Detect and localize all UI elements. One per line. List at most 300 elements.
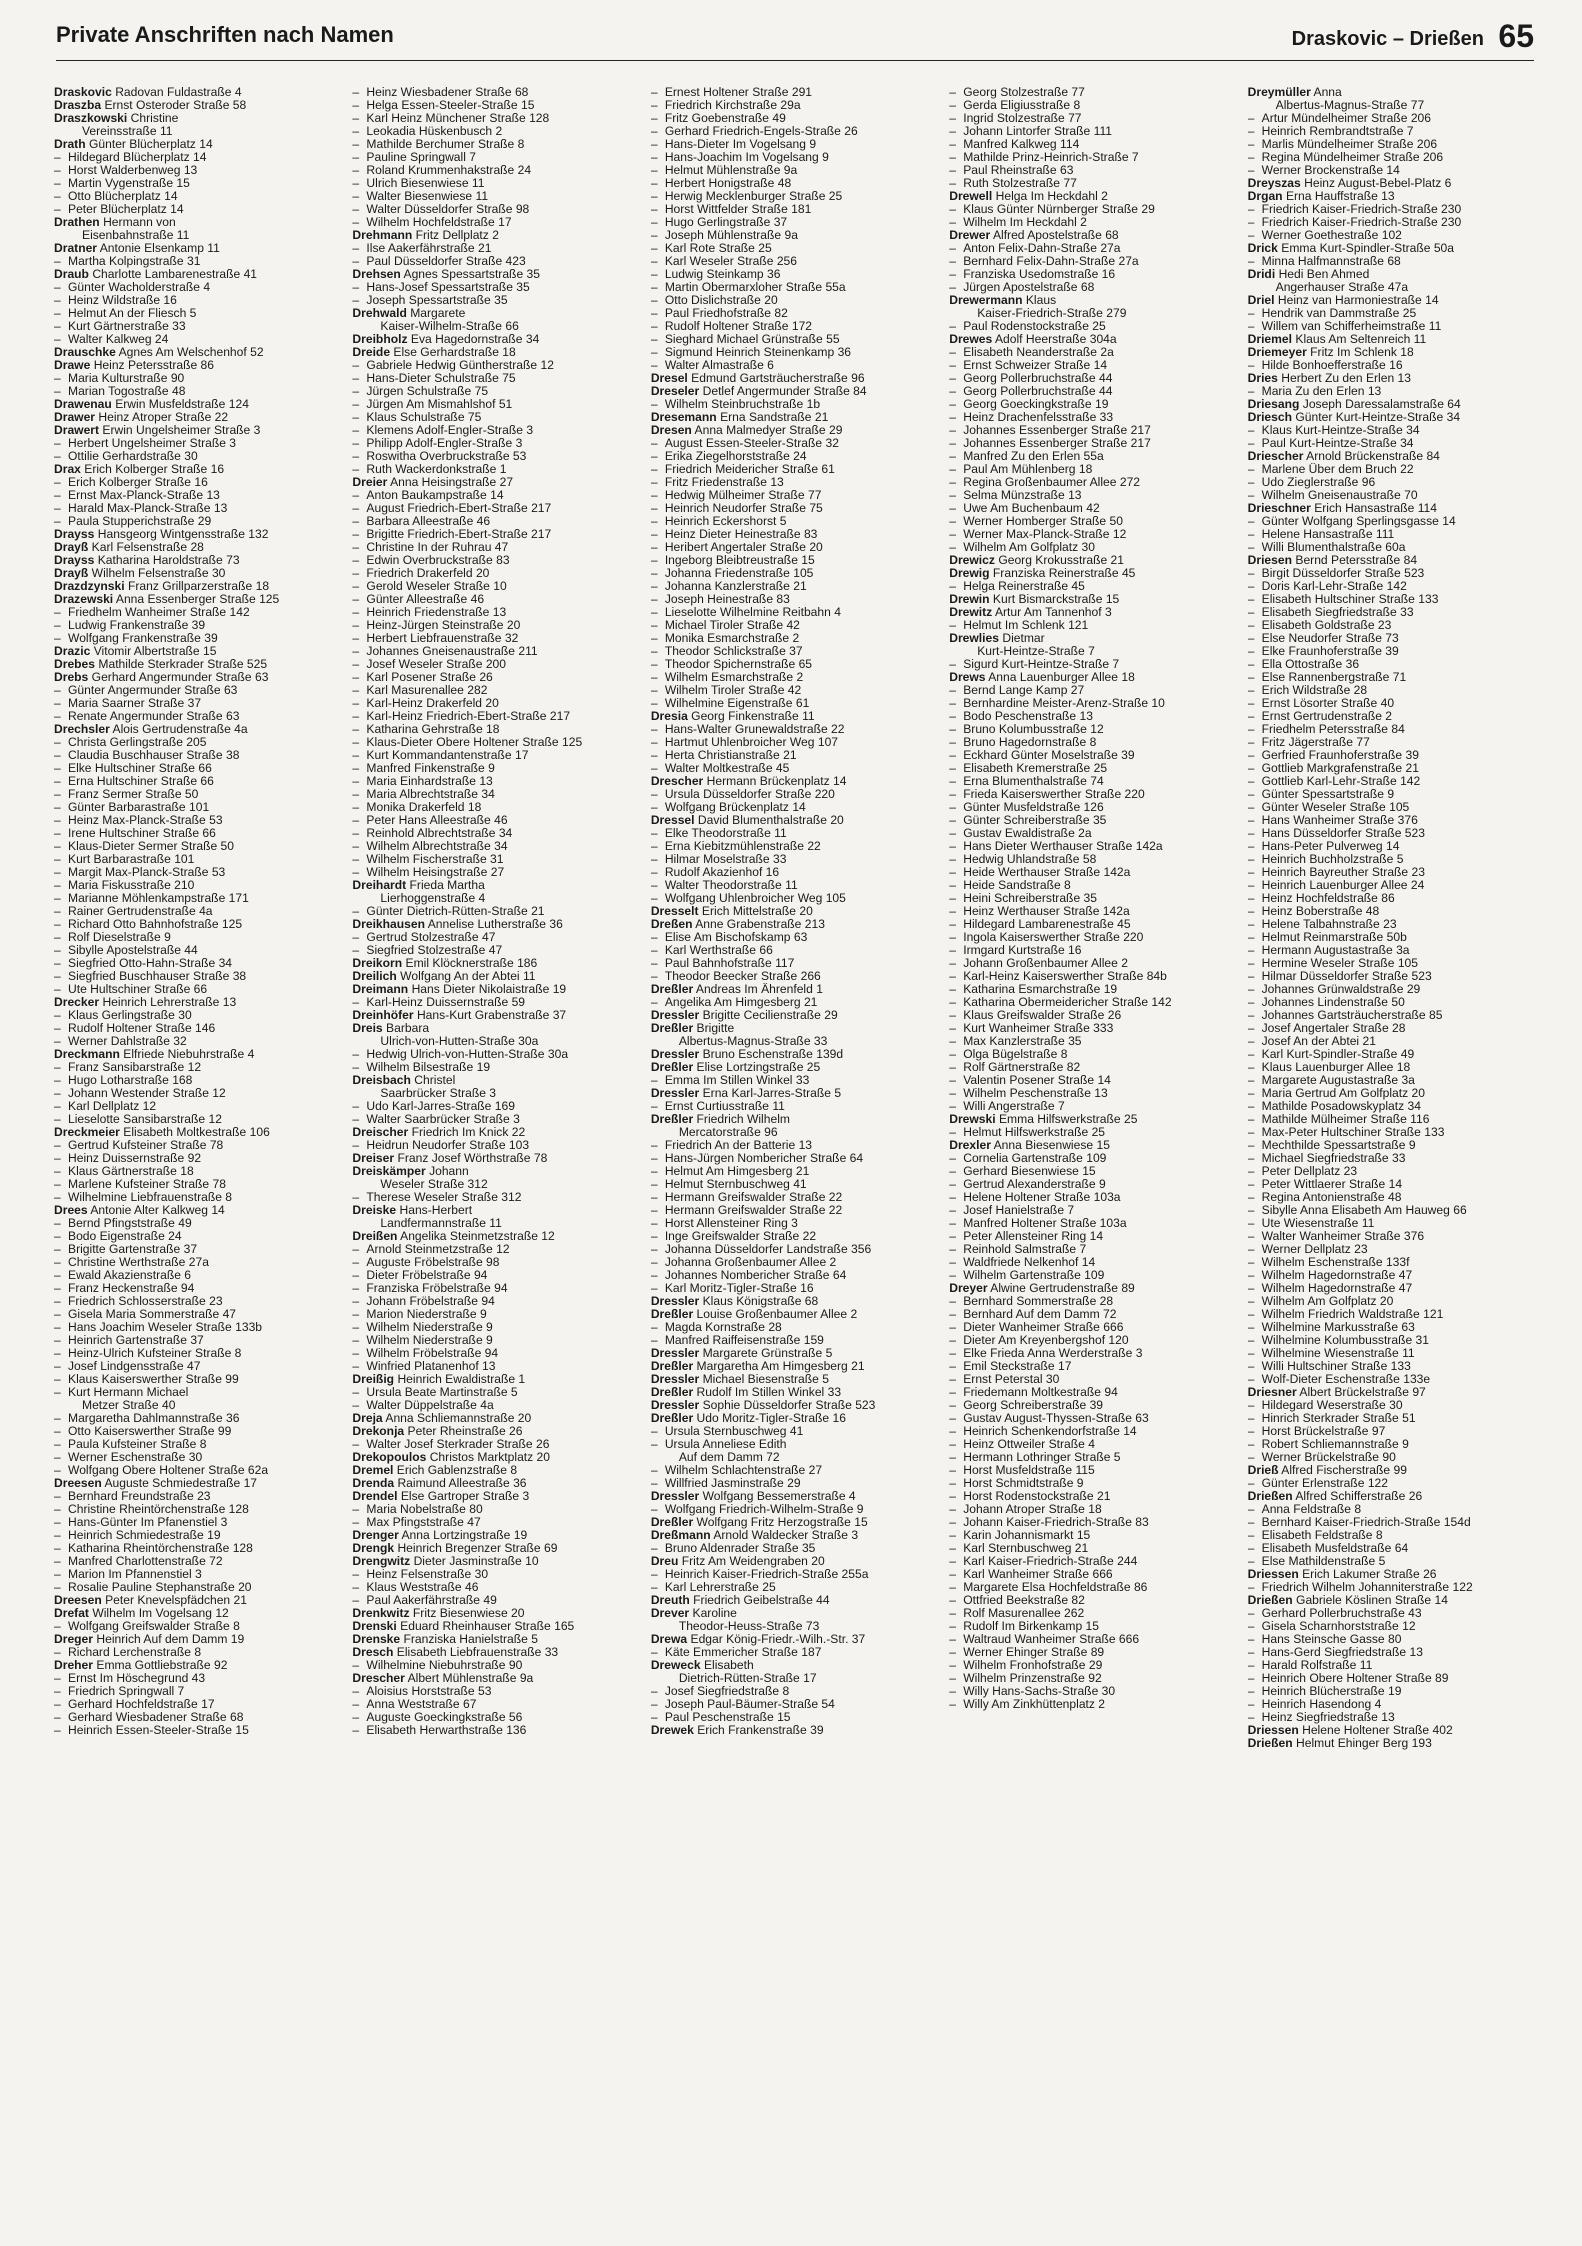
entry-text: Wilhelm Schlachtenstraße 27 (664, 1464, 823, 1477)
entry-text: Hendrik van Dammstraße 25 (1261, 307, 1417, 320)
entry-text: Emma Gottliebstraße 92 (96, 1659, 228, 1672)
listing-entry (54, 1711, 340, 1724)
surname: Dreßler (650, 1113, 694, 1126)
listing-entry (651, 853, 937, 866)
entry-text: Erich Wildstraße 28 (1261, 684, 1368, 697)
entry-text: Johanna Großenbaumer Allee 2 (664, 1256, 837, 1269)
listing-entry (1248, 307, 1534, 320)
surname-entry (54, 1633, 340, 1646)
entry-text: Anna Heisingstraße 27 (390, 476, 514, 489)
entry-text: Heinz Boberstraße 48 (1261, 905, 1380, 918)
entry-text: Gottlieb Markgrafenstraße 21 (1261, 762, 1419, 775)
listing-entry (949, 164, 1235, 177)
surname: Drendel (352, 1490, 398, 1503)
entry-text: Paul Friedhofstraße 82 (664, 307, 788, 320)
surname: Dresen (650, 424, 692, 437)
surname-entry (651, 1009, 937, 1022)
surname: Drescher (352, 1672, 405, 1685)
entry-text: Erich Frankenstraße 39 (697, 1724, 824, 1737)
entry-text: Richard Lerchenstraße 8 (68, 1646, 202, 1659)
entry-text: Günter Angermunder Straße 63 (68, 684, 238, 697)
entry-text: Karl Werthstraße 66 (664, 944, 773, 957)
surname-entry (352, 918, 638, 931)
entry-text: Horst Brückelstraße 97 (1261, 1425, 1386, 1438)
entry-text: Gerda Eligiusstraße 8 (963, 99, 1081, 112)
listing-entry (352, 1399, 638, 1412)
surname-entry (651, 710, 937, 723)
entry-continuation (54, 1399, 340, 1412)
entry-text: Herbert Honigstraße 48 (664, 177, 792, 190)
listing-entry (1248, 814, 1534, 827)
listing-entry (352, 1698, 638, 1711)
entry-text: Adolf Heerstraße 304a (994, 333, 1117, 346)
entry-text: Wolfgang An der Abtei 11 (400, 970, 536, 983)
entry-text: Johann Atroper Straße 18 (963, 1503, 1102, 1516)
listing-entry (949, 359, 1235, 372)
entry-text: Auguste Goeckingkstraße 56 (366, 1711, 523, 1724)
listing-entry (54, 1581, 340, 1594)
surname: Drawenau (54, 398, 112, 411)
listing-entry (651, 827, 937, 840)
surname-entry (949, 567, 1235, 580)
surname: Drekopoulos (352, 1451, 427, 1464)
entry-text: Wolfgang Greifswalder Straße 8 (68, 1620, 240, 1633)
listing-entry (651, 268, 937, 281)
listing-entry (651, 736, 937, 749)
listing-entry (949, 541, 1235, 554)
surname-entry (1248, 190, 1534, 203)
surname-entry (54, 671, 340, 684)
entry-text: Franziska Fröbelstraße 94 (366, 1282, 508, 1295)
entry-text: Albertus-Magnus-Straße 33 (678, 1035, 828, 1048)
listing-entry (651, 866, 937, 879)
surname-entry (651, 905, 937, 918)
surname-entry (54, 359, 340, 372)
entry-text: Herta Christianstraße 21 (664, 749, 797, 762)
listing-entry (54, 1217, 340, 1230)
surname-entry (54, 411, 340, 424)
entry-text: Udo Zieglerstraße 96 (1261, 476, 1376, 489)
entry-text: Wilhelmine Niebuhrstraße 90 (366, 1659, 523, 1672)
surname-entry (352, 970, 638, 983)
surname: Dreide (352, 346, 391, 359)
surname-entry (54, 1659, 340, 1672)
listing-entry (1248, 684, 1534, 697)
entry-text: Rolf Masurenallee 262 (963, 1607, 1085, 1620)
listing-entry (949, 1620, 1235, 1633)
entry-text: Waltraud Wanheimer Straße 666 (963, 1633, 1140, 1646)
entry-text: Wilhelmine Wiesenstraße 11 (1261, 1347, 1415, 1360)
listing-entry (352, 580, 638, 593)
listing-entry (949, 372, 1235, 385)
entry-text: Heinz Wiesbadener Straße 68 (366, 86, 529, 99)
entry-text: Horst Musfeldstraße 115 (963, 1464, 1095, 1477)
entry-text: Heinrich Schmiedestraße 19 (68, 1529, 221, 1542)
listing-entry (651, 1243, 937, 1256)
entry-text: Rudolf Akazienhof 16 (664, 866, 780, 879)
entry-text: Erna Kiebitzmühlenstraße 22 (664, 840, 821, 853)
listing-entry (949, 944, 1235, 957)
listing-entry (949, 1503, 1235, 1516)
listing-entry (1248, 216, 1534, 229)
entry-text: Dieter Jasminstraße 10 (413, 1555, 539, 1568)
listing-entry (54, 1542, 340, 1555)
listing-entry (949, 1568, 1235, 1581)
surname: Dreßler (650, 1360, 694, 1373)
listing-entry (651, 1334, 937, 1347)
listing-entry (352, 1321, 638, 1334)
surname-entry (54, 216, 340, 229)
listing-entry (651, 879, 937, 892)
entry-text: Arnold Brückenstraße 84 (1306, 450, 1440, 463)
surname-entry (949, 1282, 1235, 1295)
listing-entry (352, 1516, 638, 1529)
listing-entry (949, 1178, 1235, 1191)
surname-entry (1248, 1594, 1534, 1607)
entry-text: Friedhelm Petersstraße 84 (1261, 723, 1405, 736)
listing-entry (949, 1399, 1235, 1412)
entry-text: Kurt Gärtnerstraße 33 (68, 320, 186, 333)
surname: Dreinhöfer (352, 1009, 414, 1022)
entry-text: Franz Grillparzerstraße 18 (127, 580, 270, 593)
entry-text: Hedwig Ulrich-von-Hutten-Straße 30a (366, 1048, 569, 1061)
surname: Drehmann (352, 229, 413, 242)
listing-entry (352, 372, 638, 385)
surname-entry (1248, 346, 1534, 359)
entry-text: Ernst Peterstal 30 (963, 1373, 1060, 1386)
entry-text: Wilhelmine Kolumbusstraße 31 (1261, 1334, 1429, 1347)
entry-text: Mathilde Mülheimer Straße 116 (1261, 1113, 1430, 1126)
entry-text: Karl Masurenallee 282 (366, 684, 488, 697)
listing-entry (54, 1672, 340, 1685)
surname: Drieschner (1247, 502, 1311, 515)
entry-text: Christa Gerlingstraße 205 (68, 736, 207, 749)
entry-text: Günter Blücherplatz 14 (88, 138, 213, 151)
entry-text: Rudolf Holtener Straße 172 (664, 320, 813, 333)
listing-entry (352, 1113, 638, 1126)
surname-entry (352, 1542, 638, 1555)
entry-text: Bernd Lange Kamp 27 (963, 684, 1085, 697)
entry-continuation (352, 892, 638, 905)
entry-text: Fritz Im Schlenk 18 (1310, 346, 1414, 359)
listing-entry (651, 281, 937, 294)
surname-entry (651, 385, 937, 398)
listing-entry (352, 775, 638, 788)
surname: Drazewski (54, 593, 114, 606)
entry-text: Philipp Adolf-Engler-Straße 3 (366, 437, 523, 450)
entry-text: Heribert Angertaler Straße 20 (664, 541, 823, 554)
surname-entry (651, 1412, 937, 1425)
entry-text: Hermann Augustastraße 3a (1261, 944, 1410, 957)
surname: Drehsen (352, 268, 401, 281)
entry-text: Eduard Rheinhauser Straße 165 (400, 1620, 575, 1633)
entry-text: Alwine Gertrudenstraße 89 (990, 1282, 1135, 1295)
entry-text: Albertus-Magnus-Straße 77 (1275, 99, 1425, 112)
surname: Drewes (949, 333, 993, 346)
listing-entry (949, 1672, 1235, 1685)
listing-entry (949, 86, 1235, 99)
listing-entry (1248, 1217, 1534, 1230)
listing-entry (651, 502, 937, 515)
entry-text: Hans Dieter Nikolaistraße 19 (411, 983, 567, 996)
entry-text: Heinrich Auf dem Damm 19 (96, 1633, 245, 1646)
entry-text: Peter Allensteiner Ring 14 (963, 1230, 1104, 1243)
entry-text: Rudolf Im Birkenkamp 15 (963, 1620, 1099, 1633)
listing-entry (949, 515, 1235, 528)
entry-text: Hans Wanheimer Straße 376 (1261, 814, 1418, 827)
entry-text: Katharina Gehrstraße 18 (366, 723, 500, 736)
entry-text: Heinz Felsenstraße 30 (366, 1568, 489, 1581)
listing-entry (651, 190, 937, 203)
listing-entry (1248, 645, 1534, 658)
listing-entry (1248, 1230, 1534, 1243)
entry-text: Erna Hultschiner Straße 66 (68, 775, 214, 788)
entry-text: Franz Josef Wörthstraße 78 (397, 1152, 548, 1165)
listing-entry (54, 1308, 340, 1321)
surname-entry (651, 1490, 937, 1503)
listing-entry (54, 1360, 340, 1373)
listing-entry (54, 788, 340, 801)
entry-text: Klaus Lauenburger Allee 18 (1261, 1061, 1411, 1074)
listing-entry (352, 606, 638, 619)
entry-text: Willy Hans-Sachs-Straße 30 (963, 1685, 1116, 1698)
listing-entry (1248, 1204, 1534, 1217)
entry-text: Willem van Schifferheimstraße 11 (1261, 320, 1442, 333)
entry-text: Maria Kulturstraße 90 (68, 372, 185, 385)
surname: Drengk (352, 1542, 395, 1555)
listing-entry (54, 1386, 340, 1399)
listing-entry (651, 398, 937, 411)
entry-text: Klaus Am Seltenreich 11 (1295, 333, 1427, 346)
surname-entry (1248, 411, 1534, 424)
listing-entry (1248, 1074, 1534, 1087)
entry-text: Marion Im Pfannenstiel 3 (68, 1568, 202, 1581)
entry-text: Brigitte Gartenstraße 37 (68, 1243, 198, 1256)
entry-text: Erna Karl-Jarres-Straße 5 (702, 1087, 842, 1100)
surname: Dressler (650, 1295, 700, 1308)
entry-text: Günter Alleestraße 46 (366, 593, 485, 606)
entry-text: Paul Bahnhofstraße 117 (664, 957, 795, 970)
entry-text: Sophie Düsseldorfer Straße 523 (702, 1399, 876, 1412)
entry-text: Ulrich Biesenwiese 11 (366, 177, 485, 190)
listing-entry (949, 268, 1235, 281)
entry-text: Gerfried Fraunhoferstraße 39 (1261, 749, 1419, 762)
entry-text: Horst Rodenstockstraße 21 (963, 1490, 1111, 1503)
surname: Dresch (352, 1646, 394, 1659)
entry-text: Ursula Düsseldorfer Straße 220 (664, 788, 835, 801)
listing-entry (1248, 866, 1534, 879)
entry-text: Gerhard Hochfeldstraße 17 (68, 1698, 215, 1711)
listing-entry (352, 1061, 638, 1074)
surname: Drehwald (352, 307, 407, 320)
entry-text: Wilhelm Esmarchstraße 2 (664, 671, 804, 684)
entry-text: Hans-Günter Im Pfanenstiel 3 (68, 1516, 228, 1529)
entry-text: Dieter Am Kreyenbergshof 120 (963, 1334, 1129, 1347)
entry-text: Heidrun Neudorfer Straße 103 (366, 1139, 530, 1152)
listing-entry (651, 697, 937, 710)
entry-text: Katharina Rheintörchenstraße 128 (68, 1542, 253, 1555)
entry-text: Horst Schmidtstraße 9 (963, 1477, 1084, 1490)
entry-text: Anna Lauenburger Allee 18 (988, 671, 1135, 684)
surname: Drazdzynski (54, 580, 125, 593)
listing-entry (1248, 619, 1534, 632)
listing-entry (1248, 671, 1534, 684)
entry-text: Monika Esmarchstraße 2 (664, 632, 800, 645)
entry-text: Paul Peschenstraße 15 (664, 1711, 791, 1724)
listing-entry (949, 580, 1235, 593)
surname-entry (949, 606, 1235, 619)
listing-entry (1248, 1087, 1534, 1100)
listing-entry (651, 645, 937, 658)
surname-entry (651, 918, 937, 931)
listing-entry (949, 1295, 1235, 1308)
entry-text: Hilmar Moselstraße 33 (664, 853, 787, 866)
entry-text: Karl Kurt-Spindler-Straße 49 (1261, 1048, 1415, 1061)
surname: Dremel (352, 1464, 394, 1477)
entry-continuation (949, 645, 1235, 658)
entry-text: Maria Zu den Erlen 13 (1261, 385, 1382, 398)
listing-entry (1248, 1685, 1534, 1698)
entry-text: Paul Rodenstockstraße 25 (963, 320, 1106, 333)
surname: Drengwitz (352, 1555, 411, 1568)
entry-text: Karl Sternbuschweg 21 (963, 1542, 1089, 1555)
listing-entry (651, 593, 937, 606)
surname: Dreßler (650, 1516, 694, 1529)
listing-entry (1248, 515, 1534, 528)
entry-text: Wilhelm Fronhofstraße 29 (963, 1659, 1103, 1672)
entry-text: Werner Brückelstraße 90 (1261, 1451, 1396, 1464)
listing-entry (352, 1724, 638, 1737)
entry-text: Hans-Dieter Schulstraße 75 (366, 372, 516, 385)
surname: Drewer (949, 229, 991, 242)
entry-text: Ursula Beate Martinstraße 5 (366, 1386, 518, 1399)
entry-text: Friedrich Drakerfeld 20 (366, 567, 490, 580)
listing-entry (651, 632, 937, 645)
listing-entry (54, 1412, 340, 1425)
entry-text: Michael Siegfriedstraße 33 (1261, 1152, 1406, 1165)
entry-text: Heini Schreiberstraße 35 (963, 892, 1097, 905)
entry-text: Edgar König-Friedr.-Wilh.-Str. 37 (690, 1633, 866, 1646)
entry-text: Ludwig Steinkamp 36 (664, 268, 781, 281)
listing-entry (651, 177, 937, 190)
entry-text: Raimund Alleestraße 36 (397, 1477, 527, 1490)
entry-text: Hildegard Blücherplatz 14 (68, 151, 207, 164)
entry-text: Wolfgang Bessemerstraße 4 (702, 1490, 856, 1503)
entry-text: Wilhelm Eschenstraße 133f (1261, 1256, 1410, 1269)
listing-entry (352, 1256, 638, 1269)
surname: Dreikhausen (352, 918, 425, 931)
entry-text: Bruno Eschenstraße 139d (702, 1048, 844, 1061)
surname-entry (352, 1555, 638, 1568)
listing-entry (54, 684, 340, 697)
entry-text: Werner Eschenstraße 30 (68, 1451, 203, 1464)
listing-entry (54, 905, 340, 918)
listing-entry (949, 125, 1235, 138)
listing-entry (54, 1698, 340, 1711)
listing-entry (1248, 1633, 1534, 1646)
entry-text: Kurt Bismarckstraße 15 (992, 593, 1120, 606)
entry-text: Werner Max-Planck-Straße 12 (963, 528, 1127, 541)
entry-text: Friedrich Wilhelm (696, 1113, 790, 1126)
entry-text: Johannes Gneisenaustraße 211 (366, 645, 538, 658)
entry-text: Wolfgang Fritz Herzogstraße 15 (696, 1516, 868, 1529)
entry-text: Renate Angermunder Straße 63 (68, 710, 240, 723)
entry-text: Gustav August-Thyssen-Straße 63 (963, 1412, 1149, 1425)
entry-text: Bruno Kolumbusstraße 12 (963, 723, 1104, 736)
listing-entry (352, 1191, 638, 1204)
entry-text: Heinz Drachenfelsstraße 33 (963, 411, 1114, 424)
entry-text: Hedwig Mülheimer Straße 77 (664, 489, 822, 502)
listing-entry (949, 1464, 1235, 1477)
surname: Drewek (650, 1724, 694, 1737)
listing-entry (651, 1204, 937, 1217)
entry-text: Hermann von (103, 216, 176, 229)
entry-text: Heinz Max-Planck-Straße 53 (68, 814, 223, 827)
surname-entry (352, 1074, 638, 1087)
listing-entry (651, 86, 937, 99)
surname-entry (1248, 554, 1534, 567)
listing-entry (651, 684, 937, 697)
listing-entry (651, 1477, 937, 1490)
entry-text: Albert Mühlenstraße 9a (407, 1672, 534, 1685)
listing-entry (949, 983, 1235, 996)
entry-text: Wolfgang Brückenplatz 14 (664, 801, 806, 814)
surname: Drescher (650, 775, 704, 788)
entry-text: Maria Gertrud Am Golfplatz 20 (1261, 1087, 1425, 1100)
column-2 (352, 86, 638, 1750)
listing-entry (949, 1230, 1235, 1243)
surname: Drgan (1247, 190, 1283, 203)
surname: Dreibholz (352, 333, 408, 346)
surname-entry (1248, 1568, 1534, 1581)
entry-text: Elke Hultschiner Straße 66 (68, 762, 212, 775)
listing-entry (651, 437, 937, 450)
entry-text: Kaiser-Friedrich-Straße 279 (977, 307, 1127, 320)
listing-entry (1248, 1516, 1534, 1529)
listing-entry (651, 450, 937, 463)
listing-entry (651, 476, 937, 489)
entry-text: Bernhard Auf dem Damm 72 (963, 1308, 1117, 1321)
entry-text: Alfred Fischerstraße 99 (1281, 1464, 1407, 1477)
surname: Draszba (54, 99, 102, 112)
entry-text: Rudolf Holtener Straße 146 (68, 1022, 216, 1035)
listing-entry (352, 619, 638, 632)
surname-entry (651, 814, 937, 827)
surname-entry (651, 983, 937, 996)
surname: Drees (54, 1204, 88, 1217)
listing-entry (949, 1061, 1235, 1074)
entry-continuation (651, 1126, 937, 1139)
entry-text: Hans-Gerd Siegfriedstraße 13 (1261, 1646, 1423, 1659)
entry-text: Christine In der Ruhrau 47 (366, 541, 509, 554)
surname-entry (651, 1360, 937, 1373)
entry-text: Frieda Martha (409, 879, 485, 892)
name-range: Draskovic – Drießen (1291, 28, 1484, 50)
entry-text: Theodor-Heuss-Straße 73 (678, 1620, 820, 1633)
surname: Dreischer (352, 1126, 409, 1139)
surname: Drenske (352, 1633, 401, 1646)
listing-entry (352, 1347, 638, 1360)
entry-text: Wilhelm Niederstraße 9 (366, 1334, 493, 1347)
surname: Dreißen (352, 1230, 398, 1243)
entry-text: Marlene Kufsteiner Straße 78 (68, 1178, 226, 1191)
entry-text: Friedrich Springwall 7 (68, 1685, 185, 1698)
surname-entry (352, 1204, 638, 1217)
entry-text: Hermann Lothringer Straße 5 (963, 1451, 1121, 1464)
listing-entry (1248, 762, 1534, 775)
surname-entry (1248, 398, 1534, 411)
entry-text: Wilhelm Hagedornstraße 47 (1261, 1282, 1413, 1295)
